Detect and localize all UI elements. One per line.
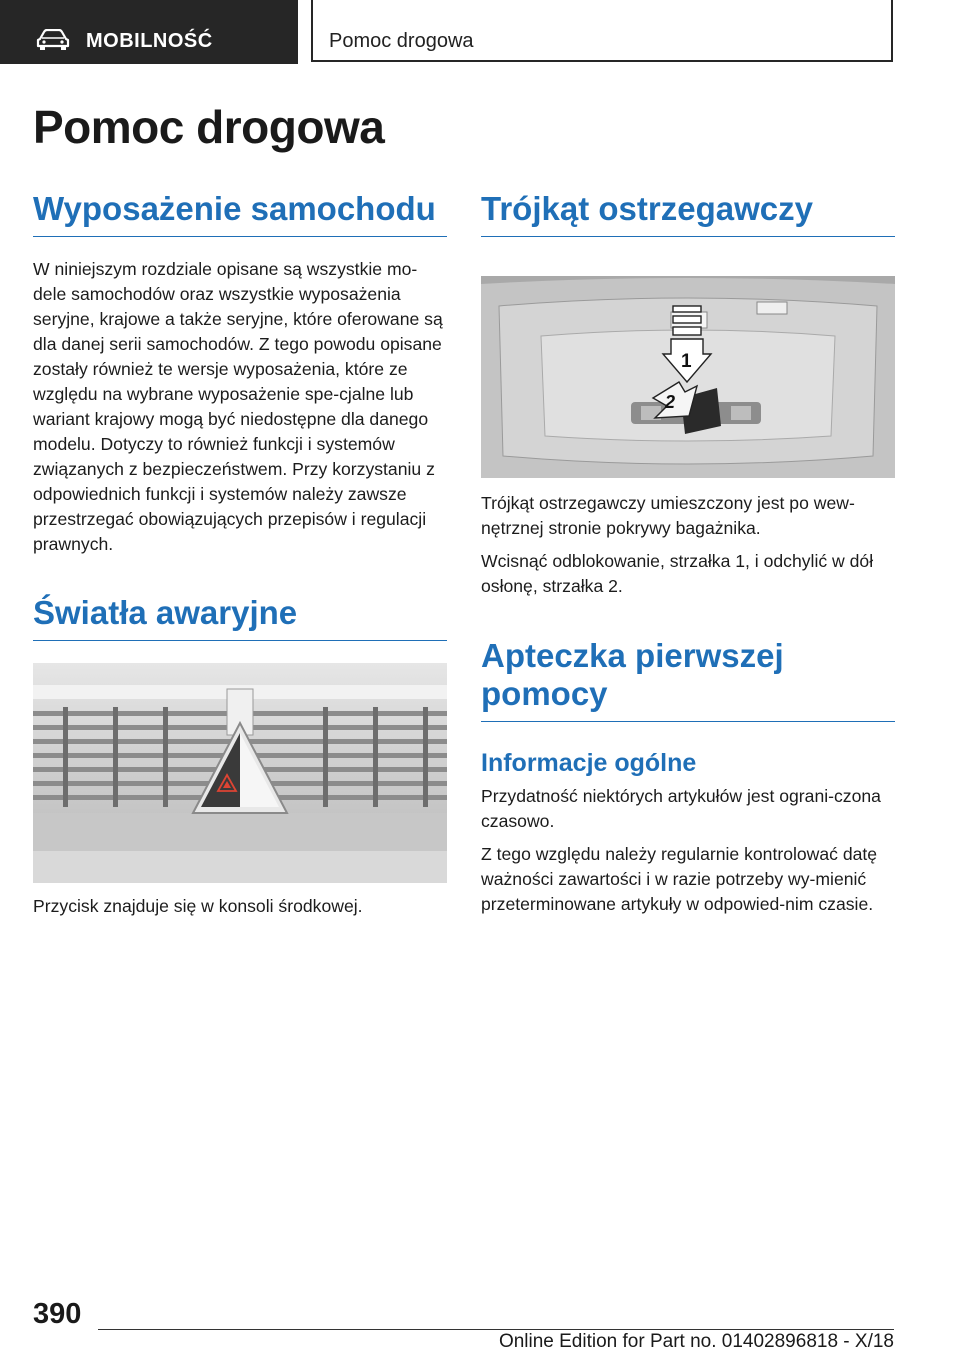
- footer-edition: Online Edition for Part no. 01402896818 - X/18: [498, 1331, 894, 1352]
- equipment-text: W niniejszym rozdziale opisane są wszystkie mo-dele samochodów oraz wszystkie wyposażenia seryjne, krajowe a także seryjne, które oferowane są dla danej serii samochodów. Z tego powodu opisane zostały również te wersje wyposażenia, które ze względu na wybrane wyposażenie spe-cjalne lub wariant krajowy mogą być niedostępne dla danego modelu. Dotyczy to również funkcji i systemów związanych z bezpieczeństwem. Przy korzystaniu z odpowiednich funkcji i systemów należy zawsze przestrzegać obowiązujących przepisów i regulacji prawnych.: [33, 258, 443, 554]
- trunk-lid-image: [481, 276, 895, 478]
- firstaid-text-1: Przydatność niektórych artykułów jest ograni-czona czasowo.: [481, 785, 881, 831]
- hazard-button-image: [33, 663, 447, 883]
- triangle-heading: Trójkąt ostrzegawczy: [481, 190, 895, 237]
- firstaid-subheading: Informacje ogólne: [481, 748, 697, 777]
- section-tab: [0, 0, 298, 64]
- arrow-1-label: 1: [681, 350, 692, 372]
- chapter-label: Pomoc drogowa: [329, 30, 474, 52]
- page-number: 390: [33, 1298, 82, 1330]
- triangle-text-2: Wcisnąć odblokowanie, strzałka 1, i odchylić w dół osłonę, strzałka 2.: [481, 550, 874, 596]
- hazard-heading: Światła awaryjne: [33, 594, 447, 641]
- equipment-heading: Wyposażenie samochodu: [33, 190, 447, 237]
- footer-divider: [98, 1329, 894, 1330]
- left-column: [33, 190, 447, 919]
- page-title: Pomoc drogowa: [33, 101, 385, 153]
- firstaid-text-2: Z tego względu należy regularnie kontrolować datę ważności zawartości i w razie potrzeby wy-mienić przeterminowane artykuły w odpowied-nim czasie.: [481, 843, 878, 914]
- right-column: [481, 190, 895, 917]
- hazard-caption: Przycisk znajduje się w konsoli środkowej.: [33, 895, 363, 916]
- chapter-header: [311, 0, 893, 62]
- arrow-2-label: 2: [665, 391, 676, 412]
- firstaid-heading: Apteczka pierwszej pomocy: [481, 637, 895, 722]
- section-label: MOBILNOŚĆ: [86, 30, 213, 52]
- triangle-text-1: Trójkąt ostrzegawczy umieszczony jest po wew-nętrznej stronie pokrywy bagażnika.: [481, 492, 855, 538]
- car-icon: [36, 29, 70, 51]
